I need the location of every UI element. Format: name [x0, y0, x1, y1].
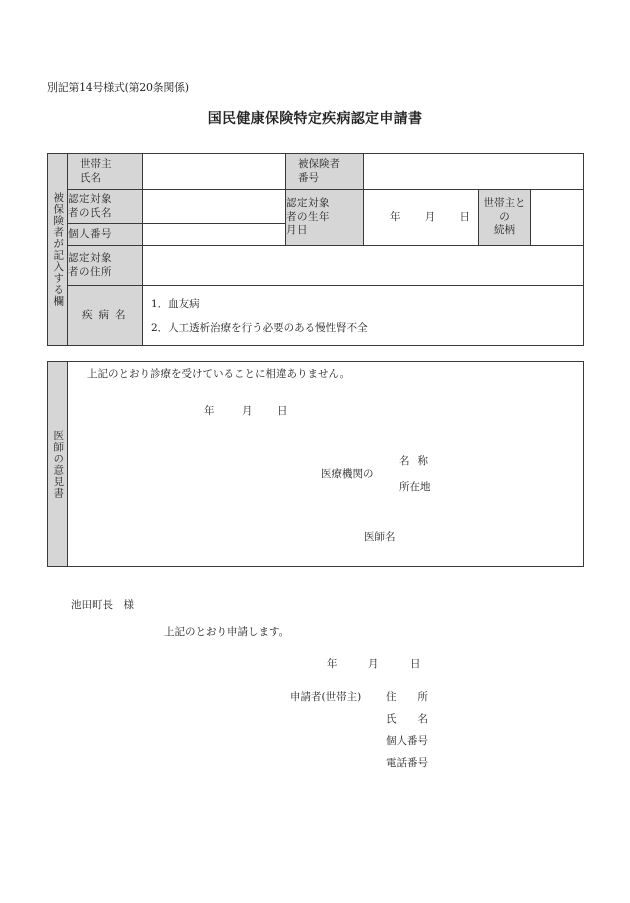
insured-number-field[interactable] — [364, 154, 584, 190]
disease-option-2[interactable]: 2．人工透析治療を行う必要のある慢性腎不全 — [151, 321, 368, 334]
head-of-household-name-field[interactable] — [143, 154, 286, 190]
doctor-opinion-table — [47, 361, 584, 567]
insured-number-label: 被保険者 番号 — [286, 154, 364, 190]
institution-name-label: 名称 — [399, 455, 436, 467]
target-address-label: 認定対象 者の住所 — [68, 246, 143, 286]
applicant-name-label: 氏 名 — [386, 713, 428, 725]
applicant-fields — [386, 686, 428, 774]
application-date-day: 日 — [410, 658, 421, 670]
head-of-household-label: 世帯主 氏名 — [68, 154, 143, 190]
individual-number-label: 個人番号 — [68, 224, 143, 246]
target-person-name-field[interactable] — [143, 190, 286, 224]
application-statement: 上記のとおり申請します。 — [164, 626, 290, 638]
applicant-phone-label: 電話番号 — [386, 757, 428, 769]
disease-name-label: 疾病名 — [68, 286, 143, 346]
applicant-section-table — [47, 153, 584, 346]
doctor-statement: 上記のとおり診療を受けていることに相違ありません。 — [87, 368, 351, 380]
target-person-name-label: 認定対象 者の氏名 — [68, 190, 143, 224]
relation-label: 世帯主との 続柄 — [479, 190, 531, 246]
application-date-year: 年 — [327, 658, 338, 670]
doctor-side-label: 医師の意見書 — [48, 362, 68, 567]
application-date-month: 月 — [368, 658, 379, 670]
form-number: 別記第14号様式(第20条関係) — [47, 81, 189, 94]
relation-field[interactable] — [531, 190, 584, 246]
target-birthdate-field[interactable]: 年 月 日 — [364, 190, 479, 246]
doctor-date-year: 年 — [204, 405, 215, 417]
page-title: 国民健康保険特定疾病認定申請書 — [207, 111, 423, 127]
target-address-field[interactable] — [143, 246, 584, 286]
disease-option-1[interactable]: 1．血友病 — [151, 297, 200, 310]
doctor-date-day: 日 — [277, 405, 288, 417]
applicant-individual-number-label: 個人番号 — [386, 735, 428, 747]
doctor-date-month: 月 — [242, 405, 253, 417]
institution-address-label: 所在地 — [399, 481, 431, 493]
applicant-side-label: 被保険者が記入する欄 — [48, 154, 68, 346]
institution-label: 医療機関の — [321, 468, 374, 480]
individual-number-field[interactable] — [143, 224, 286, 246]
doctor-name-label: 医師名 — [364, 531, 396, 543]
applicant-address-label: 住 所 — [386, 691, 428, 703]
applicant-prefix: 申請者(世帯主) — [290, 691, 362, 703]
target-birthdate-label: 認定対象 者の生年 月日 — [286, 190, 364, 246]
disease-options — [143, 286, 584, 346]
addressee: 池田町長 様 — [71, 599, 134, 611]
doctor-opinion-area — [68, 362, 584, 567]
